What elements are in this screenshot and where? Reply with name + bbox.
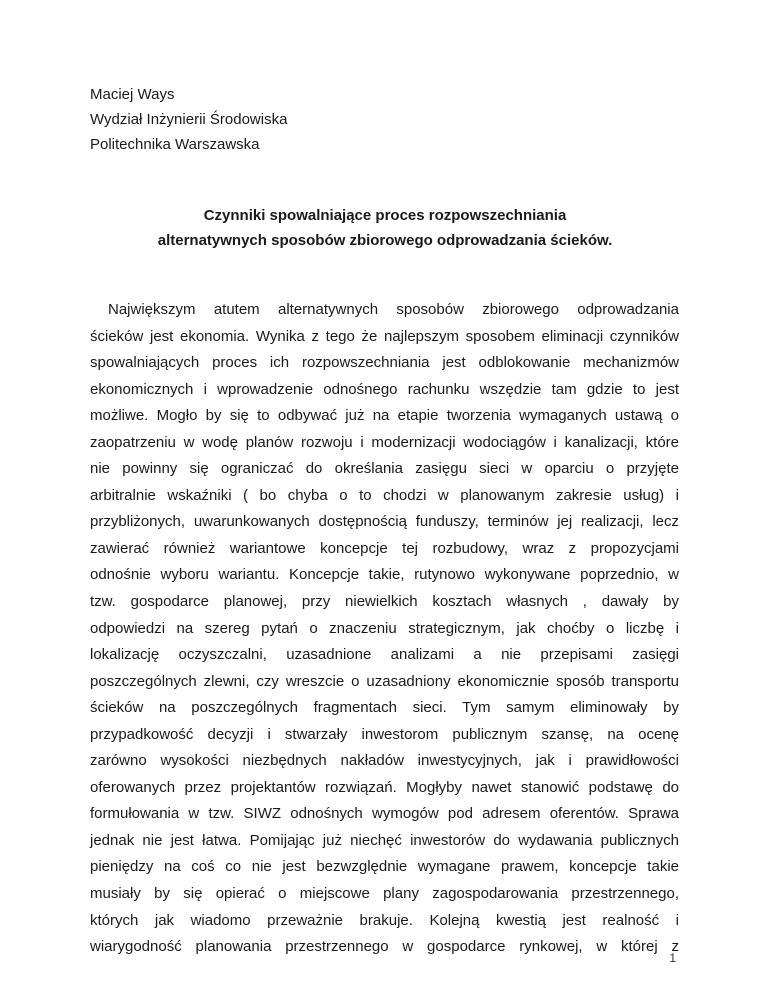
body-line: których jak wiadomo przeważnie brakuje. Kolejną kwestią jest realność i	[90, 911, 679, 929]
body-line: ścieków na poszczególnych fragmentach sieci. Tym samym eliminowały by	[90, 699, 679, 717]
author-university: Politechnika Warszawska	[90, 136, 260, 153]
body-line: tzw. gospodarce planowej, przy niewielkich kosztach własnych , dawały by	[90, 593, 679, 611]
body-line: możliwe. Mogło by się to odbywać już na etapie tworzenia wymaganych ustawą o	[90, 407, 679, 425]
body-paragraph	[90, 297, 679, 961]
body-line: zawierać również wariantowe koncepcje tej rozbudowy, wraz z propozycjami	[90, 539, 679, 557]
author-name: Maciej Ways	[90, 86, 175, 103]
document-title	[90, 203, 680, 253]
body-line: przypadkowość decyzji i stwarzały inwestorom publicznym szansę, na ocenę	[90, 725, 679, 743]
body-line: ekonomicznych i wprowadzenie odnośnego rachunku wszędzie tam gdzie to jest	[90, 380, 679, 398]
author-faculty: Wydział Inżynierii Środowiska	[90, 111, 288, 128]
body-line: zarówno wysokości niezbędnych nakładów inwestycyjnych, jak i prawidłowości	[90, 752, 679, 770]
body-line: odpowiedzi na szereg pytań o znaczeniu strategicznym, jak choćby o liczbę i	[90, 619, 679, 637]
body-line: przybliżonych, uwarunkowanych dostępnością funduszy, terminów jej realizacji, lecz	[90, 513, 679, 531]
page-number: 1	[669, 951, 676, 965]
body-line: formułowania w tzw. SIWZ odnośnych wymogów pod adresem oferentów. Sprawa	[90, 805, 679, 823]
body-line: arbitralnie wskaźniki ( bo chyba o to chodzi w planowanym zakresie usług) i	[90, 486, 679, 504]
body-line: musiały by się opierać o miejscowe plany zagospodarowania przestrzennego,	[90, 885, 679, 903]
body-line: lokalizację oczyszczalni, uzasadnione analizami a nie przepisami zasięgi	[90, 646, 679, 664]
body-line: ścieków jest ekonomia. Wynika z tego że najlepszym sposobem eliminacji czynników	[90, 327, 679, 345]
body-line: jednak nie jest łatwa. Pomijając już niechęć inwestorów do wydawania publicznych	[90, 831, 679, 849]
body-line: oferowanych przez projektantów rozwiązań. Mogłyby nawet stanowić podstawę do	[90, 778, 679, 796]
author-block	[90, 82, 287, 157]
title-line-2: alternatywnych sposobów zbiorowego odprowadzania ścieków.	[157, 232, 613, 249]
title-line-1: Czynniki spowalniające proces rozpowszechniania	[203, 207, 567, 224]
body-line: wiarygodność planowania przestrzennego w gospodarce rynkowej, w której z	[90, 938, 679, 956]
body-line: nie powinny się ograniczać do określania zasięgu sieci w oparciu o przyjęte	[90, 460, 679, 478]
body-line: poszczególnych zlewni, czy wreszcie o uzasadniony ekonomicznie sposób transportu	[90, 672, 679, 690]
body-line: Największym atutem alternatywnych sposobów zbiorowego odprowadzania	[108, 301, 679, 318]
body-line: pieniędzy na coś co nie jest bezwzględnie wymagane prawem, koncepcje takie	[90, 858, 679, 876]
body-line: zaopatrzeniu w wodę planów rozwoju i modernizacji wodociągów i kanalizacji, które	[90, 433, 679, 451]
body-line: odnośnie wyboru wariantu. Koncepcje takie, rutynowo wykonywane poprzednio, w	[90, 566, 679, 584]
body-line: spowalniających proces ich rozpowszechniania jest odblokowanie mechanizmów	[90, 354, 679, 372]
